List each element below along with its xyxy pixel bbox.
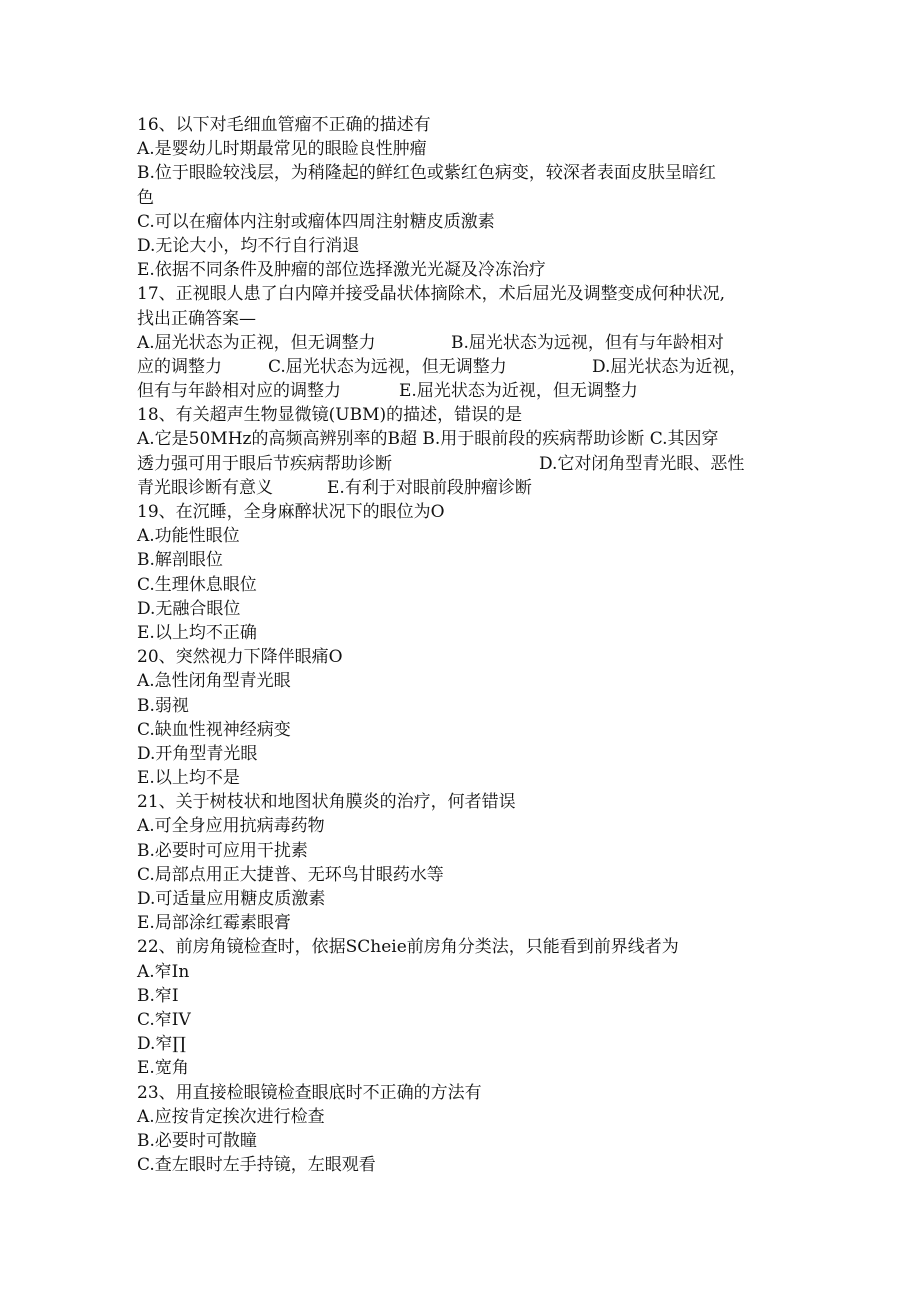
q17-options-line-3	[137, 379, 787, 403]
q19-option-c: C.生理休息眼位	[137, 574, 257, 595]
question-16-stem: 16、以下对毛细血管瘤不正确的描述有	[137, 115, 431, 135]
q21-option-b: B.必要时可应用干扰素	[137, 840, 308, 861]
q23-option-c: C.查左眼时左手持镜，左眼观看	[137, 1155, 376, 1176]
q17-option-a: A.屈光状态为正视，但无调整力	[137, 332, 376, 353]
q22-option-c: C.窄IV	[137, 1009, 191, 1030]
q16-option-b: B.位于眼睑较浅层，为稍隆起的鲜红色或紫红色病变，较深者表面皮肤呈暗红	[137, 163, 716, 184]
q16-option-b-continued: 色	[137, 187, 154, 208]
q17-option-b-continued: 应的调整力	[137, 356, 222, 377]
q16-option-e: E.依据不同条件及肿瘤的部位选择激光光凝及冷冻治疗	[137, 260, 546, 281]
q19-option-a: A.功能性眼位	[137, 526, 240, 547]
q17-option-b: B.屈光状态为远视，但有与年龄相对	[451, 332, 724, 353]
q18-options-line-1: A.它是50MHz的高频高辨别率的B超 B.用于眼前段的疾病帮助诊断 C.其因穿	[137, 429, 719, 450]
q17-options-line-1	[137, 331, 787, 355]
question-20-stem: 20、突然视力下降伴眼痛O	[137, 647, 343, 668]
q22-option-a: A.窄In	[137, 961, 190, 982]
q20-option-e: E.以上均不是	[137, 768, 240, 789]
q17-option-c: C.屈光状态为远视，但无调整力	[268, 356, 507, 377]
question-17-stem: 17、正视眼人患了白内障并接受晶状体摘除术，术后屈光及调整变成何种状况,	[137, 284, 726, 305]
q19-option-d: D.无融合眼位	[137, 598, 241, 619]
q19-option-e: E.以上均不正确	[137, 622, 257, 643]
q18-options-line-3	[137, 476, 787, 500]
q20-option-c: C.缺血性视神经病变	[137, 719, 291, 740]
question-23-stem: 23、用直接检眼镜检查眼底时不正确的方法有	[137, 1082, 482, 1103]
q17-option-e: E.屈光状态为近视，但无调整力	[399, 381, 638, 402]
q18-option-c-continued: 透力强可用于眼后节疾病帮助诊断	[137, 453, 392, 474]
q18-option-e: E.有利于对眼前段肿瘤诊断	[327, 477, 532, 498]
q21-option-c: C.局部点用正大捷普、无环鸟甘眼药水等	[137, 864, 444, 885]
q22-option-d: D.窄∏	[137, 1034, 186, 1055]
q20-option-d: D.开角型青光眼	[137, 743, 258, 764]
q20-option-b: B.弱视	[137, 695, 189, 716]
q16-option-c: C.可以在瘤体内注射或瘤体四周注射糖皮质激素	[137, 211, 495, 232]
q18-option-d: D.它对闭角型青光眼、恶性	[539, 453, 745, 474]
question-21-stem: 21、关于树枝状和地图状角膜炎的治疗，何者错误	[137, 792, 516, 813]
question-18-stem: 18、有关超声生物显微镜(UBM)的描述，错误的是	[137, 405, 523, 426]
q23-option-a: A.应按肯定挨次进行检查	[137, 1106, 325, 1127]
q17-option-d: D.屈光状态为近视，	[592, 356, 747, 377]
q18-option-d-continued: 青光眼诊断有意义	[137, 477, 273, 498]
q16-option-d: D.无论大小，均不行自行消退	[137, 235, 360, 256]
q17-option-d-continued: 但有与年龄相对应的调整力	[137, 381, 341, 402]
q18-options-line-2	[137, 452, 787, 476]
question-19-stem: 19、在沉睡，全身麻醉状况下的眼位为O	[137, 502, 445, 522]
q21-option-a: A.可全身应用抗病毒药物	[137, 816, 325, 837]
question-22-stem: 22、前房角镜检查时，依据SCheie前房角分类法，只能看到前界线者为	[137, 937, 679, 958]
q23-option-b: B.必要时可散瞳	[137, 1130, 257, 1151]
document-body	[137, 113, 787, 1177]
q22-option-e: E.宽角	[137, 1058, 189, 1079]
q21-option-d: D.可适量应用糖皮质激素	[137, 889, 326, 909]
q17-options-line-2	[137, 355, 787, 379]
q16-option-a: A.是婴幼儿时期最常见的眼睑良性肿瘤	[137, 139, 427, 160]
q19-option-b: B.解剖眼位	[137, 550, 223, 571]
question-17-stem-continued: 找出正确答案—	[137, 308, 256, 329]
q21-option-e: E.局部涂红霉素眼膏	[137, 913, 291, 934]
q20-option-a: A.急性闭角型青光眼	[137, 671, 291, 692]
q22-option-b: B.窄I	[137, 985, 179, 1006]
